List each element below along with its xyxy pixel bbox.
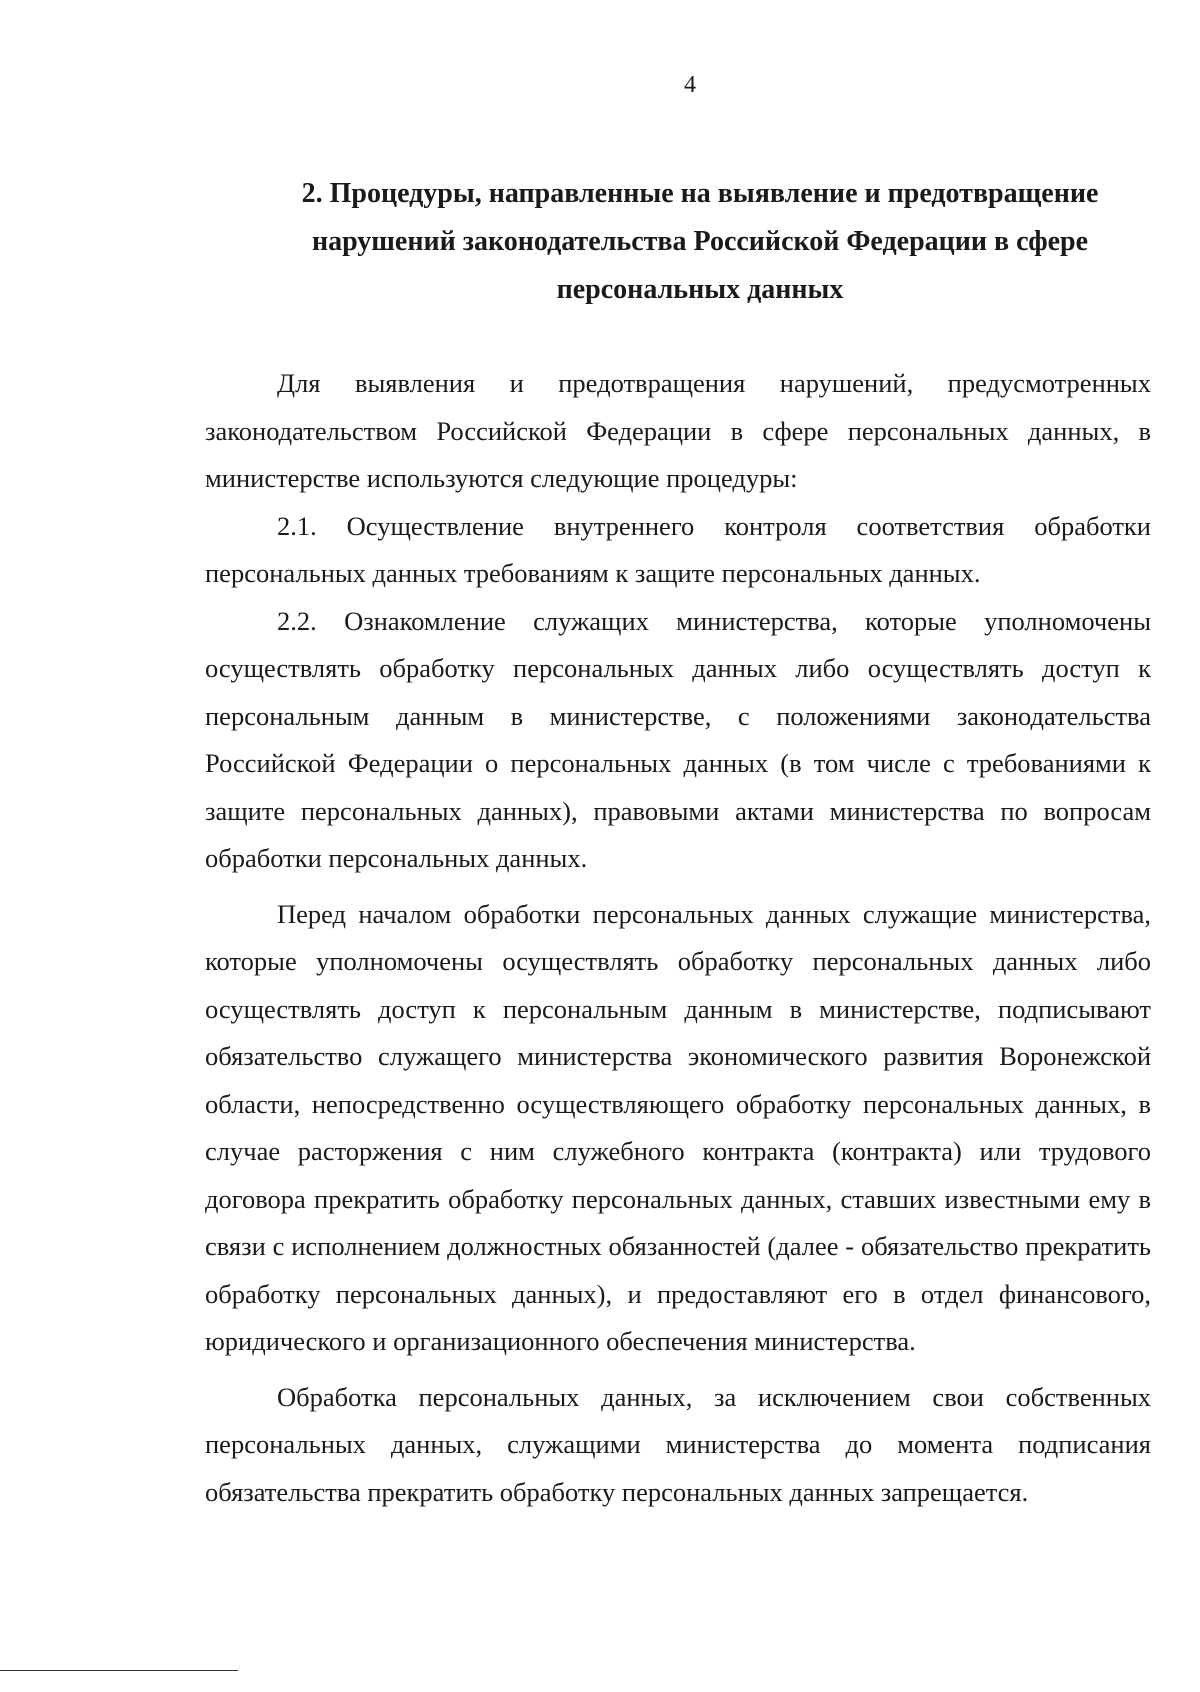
section-heading [250, 170, 1150, 314]
footnote-divider [0, 1670, 238, 1671]
paragraph-obligation: Перед началом обработки персональных данных служащие министерства, которые уполномочены осуществлять обработку персональных данных либо осуществлять доступ к персональным данным в министерстве, подписывают обязательство служащего министерства экономического развития Воронежской области, непосредственно осуществляющего обработку персональных данных, в случае расторжения с ним служебного контракта (контракта) или трудового договора прекратить обработку персональных данных, ставших известными ему в связи с исполнением должностных обязанностей (далее - обязательство прекратить обработку персональных данных), и предоставляют его в отдел финансового, юридического и организационного обеспечения министерства. [205, 898, 1151, 1356]
paragraph-prohibition: Обработка персональных данных, за исключением свои собственных персональных данных, служащими министерства до момента подписания обязательства прекратить обработку персональных данных запрещается. [205, 1381, 1151, 1507]
section-heading-line: нарушений законодательства Российской Федерации в сфере [311, 226, 1089, 257]
paragraph-item-2-2: 2.2. Ознакомление служащих министерства, которые уполномочены осуществлять обработку персональных данных либо осуществлять доступ к персональным данным в министерстве, с положениями законодательства Российской Федерации о персональных данных (в том числе с требованиями к защите персональных данных), правовыми актами министерства по вопросам обработки персональных данных. [205, 605, 1151, 873]
section-heading-line: персональных данных [556, 274, 844, 305]
paragraph-item-2-1: 2.1. Осуществление внутреннего контроля соответствия обработки персональных данных требованиям к защите персональных данных. [205, 510, 1151, 588]
body-text [205, 360, 1151, 1516]
section-heading-line: 2. Процедуры, направленные на выявление и предотвращение [301, 178, 1099, 209]
page-number: 4 [684, 72, 696, 98]
paragraph-intro: Для выявления и предотвращения нарушений, предусмотренных законодательством Российской Федерации в сфере персональных данных, в министерстве используются следующие процедуры: [205, 368, 1151, 493]
